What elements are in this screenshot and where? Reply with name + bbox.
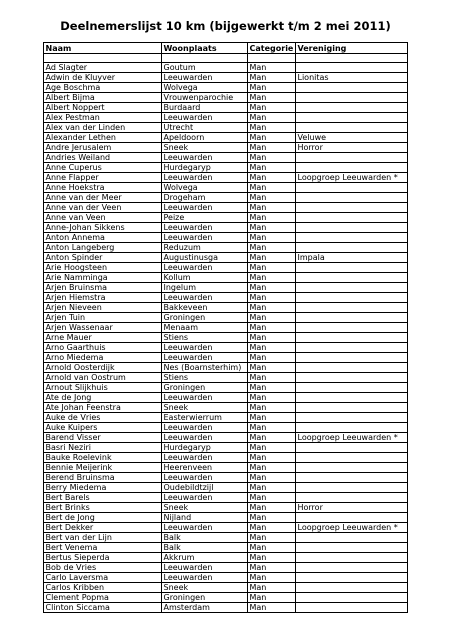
cell-naam: Alexander Lethen bbox=[44, 133, 162, 143]
cell-naam: Andries Weiland bbox=[44, 153, 162, 163]
cell-categorie: Man bbox=[248, 353, 296, 363]
table-row bbox=[44, 423, 408, 433]
cell-categorie: Man bbox=[248, 203, 296, 213]
table-row bbox=[44, 373, 408, 383]
cell-categorie: Man bbox=[248, 403, 296, 413]
cell-categorie: Man bbox=[248, 223, 296, 233]
cell-naam: Auke Kuipers bbox=[44, 423, 162, 433]
cell-woonplaats: Akkrum bbox=[162, 553, 248, 563]
cell-vereniging bbox=[296, 293, 408, 303]
cell-woonplaats: Leeuwarden bbox=[162, 433, 248, 443]
cell-categorie: Man bbox=[248, 253, 296, 263]
table-row bbox=[44, 393, 408, 403]
table-row bbox=[44, 563, 408, 573]
table-row bbox=[44, 123, 408, 133]
table-row bbox=[44, 343, 408, 353]
table-row bbox=[44, 533, 408, 543]
table-row bbox=[44, 143, 408, 153]
cell-vereniging bbox=[296, 423, 408, 433]
table-spacer-row bbox=[44, 54, 408, 63]
cell-woonplaats: Groningen bbox=[162, 383, 248, 393]
cell-categorie: Man bbox=[248, 283, 296, 293]
cell-vereniging: Lionitas bbox=[296, 73, 408, 83]
table-row bbox=[44, 433, 408, 443]
cell-naam: Ate Johan Feenstra bbox=[44, 403, 162, 413]
cell-vereniging bbox=[296, 543, 408, 553]
cell-woonplaats: Balk bbox=[162, 543, 248, 553]
cell-woonplaats: Menaam bbox=[162, 323, 248, 333]
cell-categorie: Man bbox=[248, 193, 296, 203]
table-row bbox=[44, 303, 408, 313]
cell-categorie: Man bbox=[248, 303, 296, 313]
cell-categorie: Man bbox=[248, 573, 296, 583]
cell-categorie: Man bbox=[248, 133, 296, 143]
cell-categorie: Man bbox=[248, 393, 296, 403]
table-row bbox=[44, 133, 408, 143]
table-row bbox=[44, 593, 408, 603]
cell-categorie: Man bbox=[248, 73, 296, 83]
cell-naam: Anne van der Meer bbox=[44, 193, 162, 203]
cell-woonplaats: Leeuwarden bbox=[162, 203, 248, 213]
column-header-vereniging: Vereniging bbox=[296, 43, 408, 54]
table-row bbox=[44, 543, 408, 553]
cell-woonplaats: Augustinusga bbox=[162, 253, 248, 263]
cell-categorie: Man bbox=[248, 383, 296, 393]
cell-naam: Alex van der Linden bbox=[44, 123, 162, 133]
table-row bbox=[44, 473, 408, 483]
table-row bbox=[44, 453, 408, 463]
cell-vereniging: Horror bbox=[296, 503, 408, 513]
cell-vereniging bbox=[296, 493, 408, 503]
cell-vereniging bbox=[296, 223, 408, 233]
cell-vereniging bbox=[296, 273, 408, 283]
cell-naam: Arno Miedema bbox=[44, 353, 162, 363]
table-row bbox=[44, 583, 408, 593]
cell-vereniging bbox=[296, 303, 408, 313]
cell-categorie: Man bbox=[248, 603, 296, 613]
cell-categorie: Man bbox=[248, 523, 296, 533]
cell-categorie: Man bbox=[248, 63, 296, 73]
table-row bbox=[44, 413, 408, 423]
cell-naam: Bert de Jong bbox=[44, 513, 162, 523]
cell-categorie: Man bbox=[248, 323, 296, 333]
table-row bbox=[44, 163, 408, 173]
cell-categorie: Man bbox=[248, 183, 296, 193]
cell-vereniging bbox=[296, 343, 408, 353]
cell-categorie: Man bbox=[248, 453, 296, 463]
cell-categorie: Man bbox=[248, 143, 296, 153]
cell-woonplaats: Nes (Boarnsterhim) bbox=[162, 363, 248, 373]
cell-categorie: Man bbox=[248, 513, 296, 523]
cell-vereniging bbox=[296, 163, 408, 173]
cell-naam: Albert Noppert bbox=[44, 103, 162, 113]
cell-vereniging bbox=[296, 213, 408, 223]
spacer-cell bbox=[162, 54, 248, 63]
cell-naam: Arie Namminga bbox=[44, 273, 162, 283]
cell-naam: Bertus Sieperda bbox=[44, 553, 162, 563]
cell-naam: Albert Bijma bbox=[44, 93, 162, 103]
cell-naam: Anton Langeberg bbox=[44, 243, 162, 253]
table-row bbox=[44, 263, 408, 273]
cell-naam: Anne-Johan Sikkens bbox=[44, 223, 162, 233]
cell-vereniging bbox=[296, 233, 408, 243]
cell-woonplaats: Ingelum bbox=[162, 283, 248, 293]
cell-woonplaats: Goutum bbox=[162, 63, 248, 73]
cell-woonplaats: Leeuwarden bbox=[162, 563, 248, 573]
cell-naam: Bauke Roelevink bbox=[44, 453, 162, 463]
column-header-categorie: Categorie bbox=[248, 43, 296, 54]
cell-woonplaats: Leeuwarden bbox=[162, 353, 248, 363]
cell-categorie: Man bbox=[248, 263, 296, 273]
cell-naam: Arne Mauer bbox=[44, 333, 162, 343]
cell-woonplaats: Sneek bbox=[162, 583, 248, 593]
cell-woonplaats: Vrouwenparochie bbox=[162, 93, 248, 103]
cell-vereniging: Loopgroep Leeuwarden * bbox=[296, 433, 408, 443]
cell-woonplaats: Leeuwarden bbox=[162, 173, 248, 183]
cell-woonplaats: Amsterdam bbox=[162, 603, 248, 613]
cell-naam: Carlo Laversma bbox=[44, 573, 162, 583]
cell-vereniging bbox=[296, 413, 408, 423]
cell-vereniging bbox=[296, 553, 408, 563]
cell-vereniging bbox=[296, 103, 408, 113]
cell-naam: Bennie Meijerink bbox=[44, 463, 162, 473]
cell-categorie: Man bbox=[248, 553, 296, 563]
cell-vereniging bbox=[296, 563, 408, 573]
cell-woonplaats: Leeuwarden bbox=[162, 153, 248, 163]
table-row bbox=[44, 513, 408, 523]
cell-woonplaats: Balk bbox=[162, 533, 248, 543]
cell-naam: Bert Venema bbox=[44, 543, 162, 553]
cell-categorie: Man bbox=[248, 543, 296, 553]
cell-vereniging bbox=[296, 463, 408, 473]
cell-categorie: Man bbox=[248, 273, 296, 283]
cell-categorie: Man bbox=[248, 103, 296, 113]
table-row bbox=[44, 483, 408, 493]
cell-vereniging bbox=[296, 373, 408, 383]
table-row bbox=[44, 203, 408, 213]
cell-categorie: Man bbox=[248, 413, 296, 423]
table-row bbox=[44, 153, 408, 163]
cell-naam: Anne van der Veen bbox=[44, 203, 162, 213]
table-row bbox=[44, 323, 408, 333]
cell-naam: Andre Jerusalem bbox=[44, 143, 162, 153]
cell-vereniging bbox=[296, 93, 408, 103]
cell-naam: Bert Barels bbox=[44, 493, 162, 503]
cell-naam: Arjen Wassenaar bbox=[44, 323, 162, 333]
cell-naam: Anton Spinder bbox=[44, 253, 162, 263]
cell-vereniging bbox=[296, 513, 408, 523]
cell-naam: Clinton Siccama bbox=[44, 603, 162, 613]
table-row bbox=[44, 73, 408, 83]
table-row bbox=[44, 293, 408, 303]
column-header-naam: Naam bbox=[44, 43, 162, 54]
column-header-woonplaats: Woonplaats bbox=[162, 43, 248, 54]
cell-woonplaats: Leeuwarden bbox=[162, 453, 248, 463]
cell-vereniging bbox=[296, 263, 408, 273]
cell-naam: Arno Gaarthuis bbox=[44, 343, 162, 353]
cell-woonplaats: Sneek bbox=[162, 503, 248, 513]
cell-woonplaats: Hurdegaryp bbox=[162, 163, 248, 173]
cell-woonplaats: Groningen bbox=[162, 313, 248, 323]
cell-categorie: Man bbox=[248, 293, 296, 303]
cell-vereniging: Loopgroep Leeuwarden * bbox=[296, 173, 408, 183]
cell-vereniging: Horror bbox=[296, 143, 408, 153]
cell-categorie: Man bbox=[248, 123, 296, 133]
cell-naam: Arjen Nieveen bbox=[44, 303, 162, 313]
cell-woonplaats: Leeuwarden bbox=[162, 293, 248, 303]
cell-vereniging bbox=[296, 333, 408, 343]
cell-woonplaats: Sneek bbox=[162, 403, 248, 413]
cell-naam: Berend Bruinsma bbox=[44, 473, 162, 483]
cell-vereniging bbox=[296, 323, 408, 333]
table-row bbox=[44, 443, 408, 453]
cell-woonplaats: Leeuwarden bbox=[162, 473, 248, 483]
cell-vereniging bbox=[296, 123, 408, 133]
cell-vereniging bbox=[296, 483, 408, 493]
cell-naam: Auke de Vries bbox=[44, 413, 162, 423]
cell-woonplaats: Drogeham bbox=[162, 193, 248, 203]
cell-categorie: Man bbox=[248, 213, 296, 223]
table-row bbox=[44, 283, 408, 293]
table-row bbox=[44, 353, 408, 363]
table-row bbox=[44, 463, 408, 473]
cell-woonplaats: Stiens bbox=[162, 373, 248, 383]
table-row bbox=[44, 213, 408, 223]
cell-naam: Adwin de Kluyver bbox=[44, 73, 162, 83]
cell-categorie: Man bbox=[248, 373, 296, 383]
cell-naam: Arjen Hiemstra bbox=[44, 293, 162, 303]
cell-woonplaats: Peize bbox=[162, 213, 248, 223]
cell-woonplaats: Leeuwarden bbox=[162, 73, 248, 83]
cell-woonplaats: Groningen bbox=[162, 593, 248, 603]
cell-categorie: Man bbox=[248, 533, 296, 543]
table-row bbox=[44, 113, 408, 123]
cell-vereniging bbox=[296, 363, 408, 373]
cell-categorie: Man bbox=[248, 583, 296, 593]
cell-naam: Basri Neziri bbox=[44, 443, 162, 453]
participants-table-body bbox=[44, 43, 408, 613]
cell-naam: Arjen Bruinsma bbox=[44, 283, 162, 293]
cell-woonplaats: Leeuwarden bbox=[162, 223, 248, 233]
cell-categorie: Man bbox=[248, 243, 296, 253]
cell-categorie: Man bbox=[248, 593, 296, 603]
cell-vereniging bbox=[296, 533, 408, 543]
cell-naam: Ad Slagter bbox=[44, 63, 162, 73]
cell-categorie: Man bbox=[248, 563, 296, 573]
table-row bbox=[44, 573, 408, 583]
participants-table bbox=[43, 42, 408, 613]
cell-woonplaats: Utrecht bbox=[162, 123, 248, 133]
cell-naam: Anne Cuperus bbox=[44, 163, 162, 173]
table-row bbox=[44, 363, 408, 373]
cell-categorie: Man bbox=[248, 433, 296, 443]
table-row bbox=[44, 233, 408, 243]
cell-categorie: Man bbox=[248, 473, 296, 483]
spacer-cell bbox=[44, 54, 162, 63]
cell-vereniging bbox=[296, 353, 408, 363]
table-row bbox=[44, 333, 408, 343]
cell-woonplaats: Leeuwarden bbox=[162, 573, 248, 583]
cell-vereniging: Veluwe bbox=[296, 133, 408, 143]
cell-categorie: Man bbox=[248, 113, 296, 123]
table-row bbox=[44, 103, 408, 113]
cell-categorie: Man bbox=[248, 463, 296, 473]
cell-vereniging bbox=[296, 243, 408, 253]
table-row bbox=[44, 273, 408, 283]
cell-naam: Arie Hoogsteen bbox=[44, 263, 162, 273]
cell-woonplaats: Kollum bbox=[162, 273, 248, 283]
cell-naam: Arnold Oosterdijk bbox=[44, 363, 162, 373]
cell-woonplaats: Leeuwarden bbox=[162, 493, 248, 503]
cell-naam: Arjen Tuin bbox=[44, 313, 162, 323]
cell-naam: Berry Miedema bbox=[44, 483, 162, 493]
cell-vereniging: Impala bbox=[296, 253, 408, 263]
cell-vereniging bbox=[296, 383, 408, 393]
cell-woonplaats: Wolvega bbox=[162, 183, 248, 193]
cell-vereniging bbox=[296, 113, 408, 123]
cell-vereniging bbox=[296, 453, 408, 463]
table-row bbox=[44, 493, 408, 503]
cell-categorie: Man bbox=[248, 503, 296, 513]
cell-woonplaats: Leeuwarden bbox=[162, 233, 248, 243]
cell-naam: Anne Hoekstra bbox=[44, 183, 162, 193]
table-row bbox=[44, 243, 408, 253]
table-row bbox=[44, 83, 408, 93]
table-row bbox=[44, 183, 408, 193]
table-row bbox=[44, 193, 408, 203]
cell-categorie: Man bbox=[248, 343, 296, 353]
cell-vereniging bbox=[296, 593, 408, 603]
cell-categorie: Man bbox=[248, 333, 296, 343]
cell-naam: Barend Visser bbox=[44, 433, 162, 443]
cell-woonplaats: Heerenveen bbox=[162, 463, 248, 473]
cell-naam: Anne van Veen bbox=[44, 213, 162, 223]
table-row bbox=[44, 523, 408, 533]
table-row bbox=[44, 93, 408, 103]
cell-naam: Age Boschma bbox=[44, 83, 162, 93]
cell-vereniging bbox=[296, 313, 408, 323]
cell-categorie: Man bbox=[248, 93, 296, 103]
cell-categorie: Man bbox=[248, 83, 296, 93]
cell-vereniging bbox=[296, 153, 408, 163]
cell-naam: Clement Popma bbox=[44, 593, 162, 603]
table-row bbox=[44, 63, 408, 73]
table-row bbox=[44, 603, 408, 613]
cell-vereniging bbox=[296, 283, 408, 293]
cell-vereniging bbox=[296, 183, 408, 193]
cell-categorie: Man bbox=[248, 363, 296, 373]
page-title: Deelnemerslijst 10 km (bijgewerkt t/m 2 mei 2011) bbox=[60, 19, 391, 33]
cell-vereniging bbox=[296, 63, 408, 73]
cell-categorie: Man bbox=[248, 423, 296, 433]
cell-vereniging bbox=[296, 583, 408, 593]
cell-woonplaats: Sneek bbox=[162, 143, 248, 153]
cell-woonplaats: Leeuwarden bbox=[162, 343, 248, 353]
cell-vereniging: Loopgroep Leeuwarden * bbox=[296, 523, 408, 533]
cell-woonplaats: Leeuwarden bbox=[162, 393, 248, 403]
table-row bbox=[44, 383, 408, 393]
cell-naam: Anne Flapper bbox=[44, 173, 162, 183]
cell-vereniging bbox=[296, 203, 408, 213]
cell-naam: Arnout Slijkhuis bbox=[44, 383, 162, 393]
cell-naam: Ate de Jong bbox=[44, 393, 162, 403]
cell-categorie: Man bbox=[248, 163, 296, 173]
cell-woonplaats: Hurdegaryp bbox=[162, 443, 248, 453]
cell-categorie: Man bbox=[248, 443, 296, 453]
cell-categorie: Man bbox=[248, 483, 296, 493]
cell-naam: Bert van der Lijn bbox=[44, 533, 162, 543]
cell-naam: Carlos Kribben bbox=[44, 583, 162, 593]
cell-categorie: Man bbox=[248, 173, 296, 183]
cell-woonplaats: Oudebildtzijl bbox=[162, 483, 248, 493]
cell-vereniging bbox=[296, 473, 408, 483]
cell-vereniging bbox=[296, 193, 408, 203]
cell-categorie: Man bbox=[248, 233, 296, 243]
spacer-cell bbox=[248, 54, 296, 63]
cell-vereniging bbox=[296, 83, 408, 93]
table-row bbox=[44, 403, 408, 413]
cell-woonplaats: Apeldoorn bbox=[162, 133, 248, 143]
cell-woonplaats: Bakkeveen bbox=[162, 303, 248, 313]
table-row bbox=[44, 553, 408, 563]
cell-vereniging bbox=[296, 403, 408, 413]
cell-vereniging bbox=[296, 393, 408, 403]
cell-vereniging bbox=[296, 603, 408, 613]
cell-woonplaats: Wolvega bbox=[162, 83, 248, 93]
cell-vereniging bbox=[296, 443, 408, 453]
table-row bbox=[44, 313, 408, 323]
table-row bbox=[44, 173, 408, 183]
table-row bbox=[44, 503, 408, 513]
table-row bbox=[44, 253, 408, 263]
cell-naam: Bert Brinks bbox=[44, 503, 162, 513]
cell-woonplaats: Stiens bbox=[162, 333, 248, 343]
spacer-cell bbox=[296, 54, 408, 63]
cell-woonplaats: Burdaard bbox=[162, 103, 248, 113]
cell-naam: Bert Dekker bbox=[44, 523, 162, 533]
cell-categorie: Man bbox=[248, 313, 296, 323]
table-row bbox=[44, 223, 408, 233]
cell-categorie: Man bbox=[248, 493, 296, 503]
cell-woonplaats: Reduzum bbox=[162, 243, 248, 253]
cell-woonplaats: Leeuwarden bbox=[162, 423, 248, 433]
cell-naam: Bob de Vries bbox=[44, 563, 162, 573]
cell-woonplaats: Leeuwarden bbox=[162, 113, 248, 123]
cell-naam: Alex Pestman bbox=[44, 113, 162, 123]
cell-naam: Anton Annema bbox=[44, 233, 162, 243]
cell-woonplaats: Easterwierrum bbox=[162, 413, 248, 423]
cell-woonplaats: Nijland bbox=[162, 513, 248, 523]
cell-vereniging bbox=[296, 573, 408, 583]
cell-categorie: Man bbox=[248, 153, 296, 163]
table-header-row bbox=[44, 43, 408, 54]
cell-woonplaats: Leeuwarden bbox=[162, 523, 248, 533]
cell-naam: Arnold van Oostrum bbox=[44, 373, 162, 383]
cell-woonplaats: Leeuwarden bbox=[162, 263, 248, 273]
